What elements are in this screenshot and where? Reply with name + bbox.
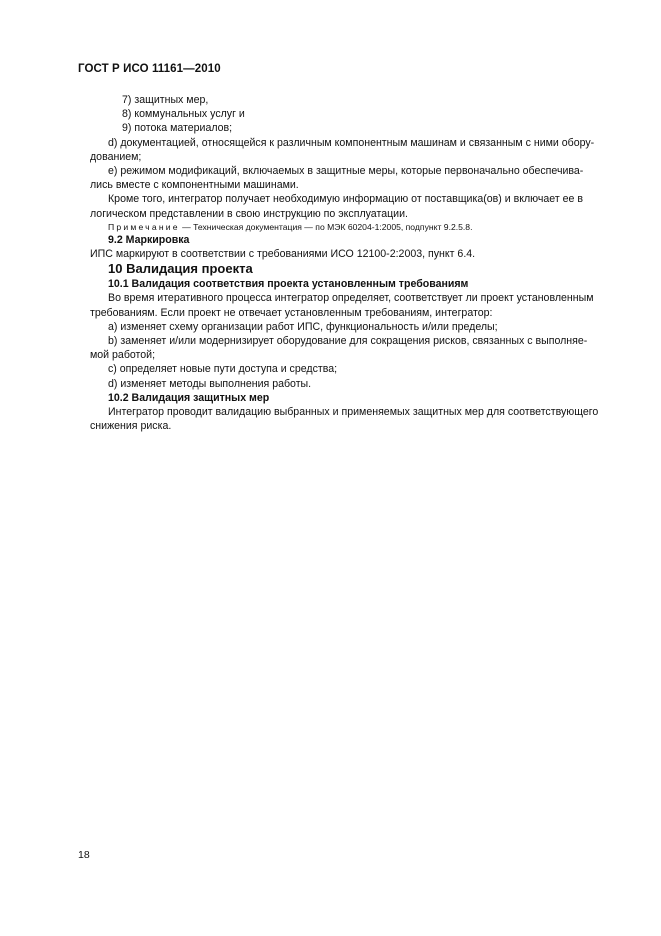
paragraph-line: ИПС маркируют в соответствии с требованиями ИСО 12100-2:2003, пункт 6.4.: [90, 248, 476, 261]
page-number: 18: [78, 849, 90, 861]
document-header: ГОСТ Р ИСО 11161—2010: [78, 63, 221, 75]
list-item: a) изменяет схему организации работ ИПС, функциональность и/или пределы;: [108, 320, 498, 333]
note-text: — Техническая документация — по МЭК 60204-1:2005, подпункт 9.2.5.8.: [179, 221, 473, 232]
list-item: 8) коммунальных услуг и: [122, 108, 245, 121]
list-item: 9) потока материалов;: [122, 122, 233, 135]
list-item: 7) защитных мер,: [122, 94, 209, 106]
note-label: Примечание: [108, 221, 180, 232]
note: [90, 221, 614, 233]
list-item: d) изменяет методы выполнения работы.: [108, 377, 312, 390]
paragraph-line: Интегратор проводит валидацию выбранных и применяемых защитных мер для соответствующего: [108, 406, 599, 419]
paragraph-line: лись вместе с компонентными машинами.: [90, 179, 299, 192]
section-heading-10: 10 Валидация проекта: [108, 261, 253, 277]
paragraph-line: требованиям. Если проект не отвечает установленным требованиям, интегратор:: [90, 306, 493, 319]
paragraph-line: снижения риска.: [90, 420, 172, 433]
section-heading-9-2: 9.2 Маркировка: [108, 233, 190, 246]
paragraph-line: дованием;: [90, 150, 142, 163]
list-item-continuation: мой работой;: [90, 349, 156, 362]
list-item: c) определяет новые пути доступа и средства;: [108, 363, 338, 376]
section-heading-10-1: 10.1 Валидация соответствия проекта установленным требованиям: [108, 278, 469, 291]
document-body: [90, 93, 614, 433]
paragraph-line: е) режимом модификаций, включаемых в защитные меры, которые первоначально обеспечива-: [108, 165, 584, 178]
paragraph-line: d) документацией, относящейся к различным компонентным машинам и связанным с ними обору-: [108, 136, 595, 149]
paragraph-line: логическом представлении в свою инструкцию по эксплуатации.: [90, 207, 408, 220]
paragraph-line: Во время итеративного процесса интегратор определяет, соответствует ли проект установленным: [108, 292, 594, 305]
list-item: b) заменяет и/или модернизирует оборудование для сокращения рисков, связанных с выполняе-: [108, 335, 588, 348]
section-heading-10-2: 10.2 Валидация защитных мер: [108, 391, 270, 404]
paragraph-line: Кроме того, интегратор получает необходимую информацию от поставщика(ов) и включает ее в: [108, 193, 583, 206]
